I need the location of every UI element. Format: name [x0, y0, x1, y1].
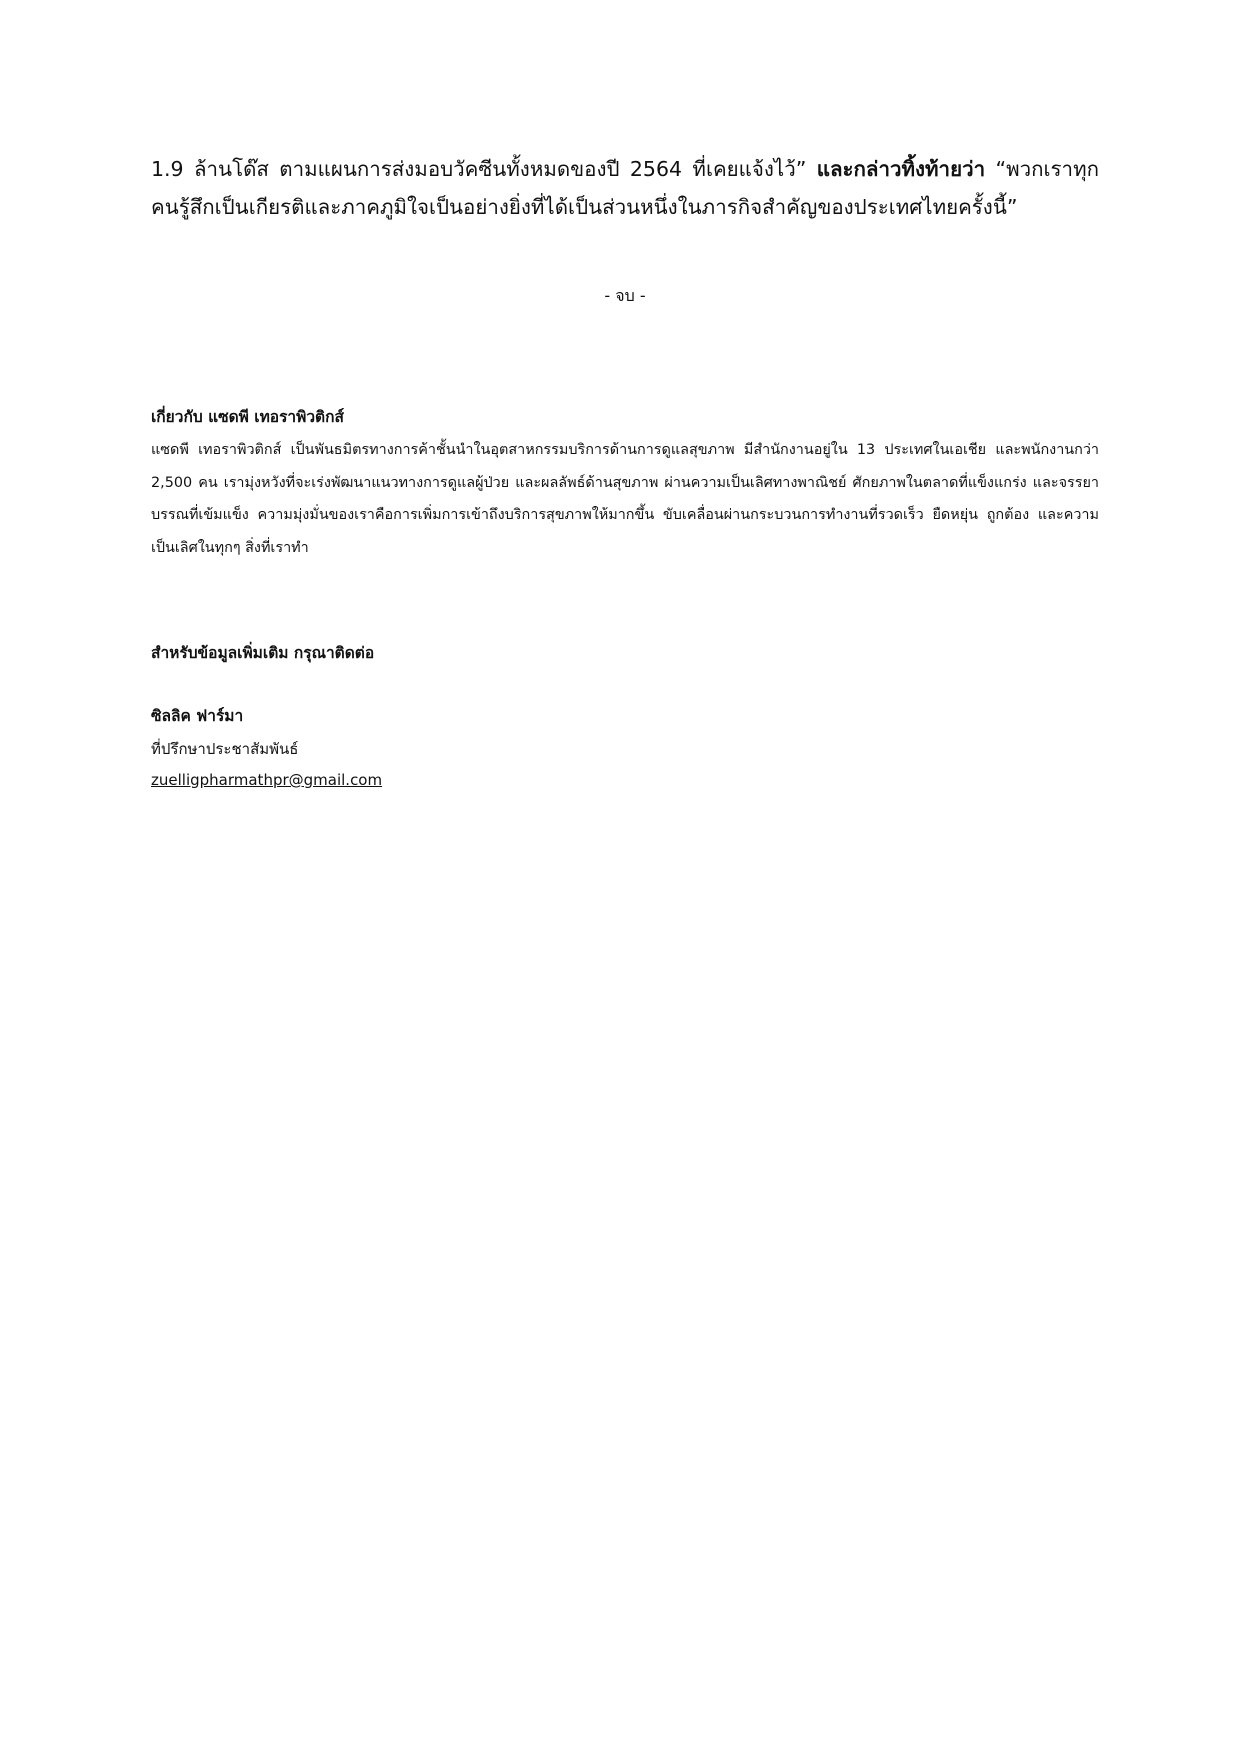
contact-name: ซิลลิค ฟาร์มา: [151, 707, 244, 725]
contact-heading: สำหรับข้อมูลเพิ่มเติม กรุณาติดต่อ: [151, 644, 375, 662]
lead-text-part2: “พวกเราทุกคนรู้สึกเป็นเกียรติและภาคภูมิใจเป็นอย่างยิ่งที่ได้เป็นส่วนหนึ่งในภารกิจสำคัญของประเทศไทยครั้งนี้”: [151, 157, 1099, 219]
about-body: แซดพี เทอราพิวติกส์ เป็นพันธมิตรทางการค้าชั้นนำในอุตสาหกรรมบริการด้านการดูแลสุขภาพ มีสำนักงานอยู่ใน 13 ประเทศในเอเชีย และพนักงานกว่า 2,500 คน เรามุ่งหวังที่จะเร่งพัฒนาแนวทางการดูแลผู้ป่วย และผลลัพธ์ด้านสุขภาพ ผ่านความเป็นเลิศทางพาณิชย์ ศักยภาพในตลาดที่แข็งแกร่ง และจรรยาบรรณที่เข้มแข็ง ความมุ่งมั่นของเราคือการเพิ่มการเข้าถึงบริการสุขภาพให้มากขึ้น ขับเคลื่อนผ่านกระบวนการทำงานที่รวดเร็ว ยืดหยุ่น ถูกต้อง และความเป็นเลิศในทุกๆ สิ่งที่เราทำ: [151, 442, 1099, 556]
lead-text-part1: 1.9 ล้านโด๊ส ตามแผนการส่งมอบวัคซีนทั้งหมดของปี 2564 ที่เคยแจ้งไว้”: [151, 157, 817, 181]
lead-paragraph: [151, 150, 1099, 226]
about-heading: เกี่ยวกับ แซดพี เทอราพิวติกส์: [151, 408, 344, 426]
lead-text-bold: และกล่าวทิ้งท้ายว่า: [816, 157, 986, 181]
contact-email-link[interactable]: zuelligpharmathpr@gmail.com: [151, 771, 383, 789]
end-mark: - จบ -: [604, 286, 646, 305]
contact-role: ที่ปรึกษาประชาสัมพันธ์: [151, 740, 299, 758]
